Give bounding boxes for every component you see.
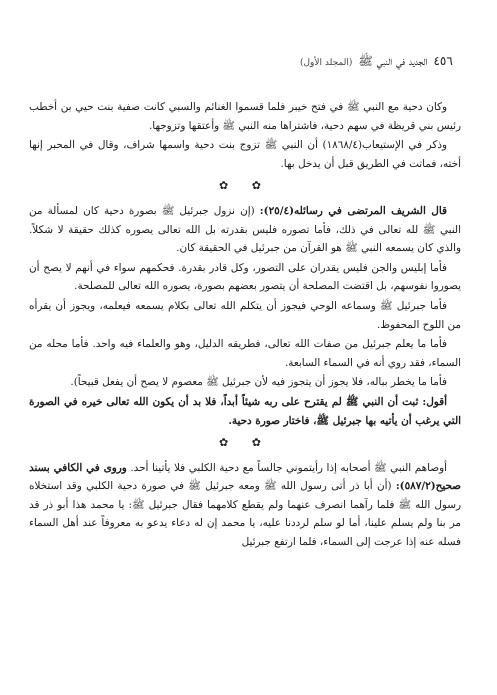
book-title: الجديد في النبي ﷺ (358, 54, 428, 68)
paragraph: وكان دحية مع النبي ﷺ في فتح خيبر فلما قسموا الغنائم والسبي كانت صفية بنت حيي بن أخطب رئيس بني قريظة في سهم دحية، فاشتراها منه النبي ﷺ وأعتقها وتزوجها. (29, 101, 461, 132)
quote-text: (إن نزول جبرئيل ﷺ بصورة دحية كان لمسألة من النبي ﷺ لله تعالى في ذلك، فأما تصوره فليس بقدرته بل الله تعالى يصوره كذلك حقيقة لا شكلاً. والذي كان يسمعه النبي ﷺ هو القرآن من جبرئيل في الحقيقة كان. (29, 204, 461, 255)
paragraph: وذكر في الإستيعاب(١٨٦٨/٤) أن النبي ﷺ تزوج بنت دحية واسمها شراف، وقال في المحبر إنها أخته، فماتت في الطريق قبل أن يدخل بها. (29, 139, 461, 170)
section-divider: ✿ ✿ (219, 436, 271, 450)
paragraph: فأما ما يخطر بباله، فلا يجوز أن يتجوز فيه لأن جبرئيل ﷺ معصوم لا يصح أن يفعل قبيحاً). (70, 376, 447, 389)
section-divider: ✿ ✿ (219, 179, 271, 193)
paragraph-author-comment: أقول: ثبت أن النبي ﷺ لم يقترح على ربه شيئاً أبداً، فلا بد أن يكون الله تعالى خيره في الصورة التي يرغب أن يأتيه بها جبرئيل ﷺ، فاختار صورة دحية. (29, 395, 461, 427)
quote-attribution: قال الشريف المرتضى في رسائله(٢٥/٤): (259, 204, 447, 217)
paragraph: فأما جبرئيل ﷺ وسماعه الوحي فيجوز أن يتكلم الله تعالى بكلام يسمعه فيعلمه، ويجوز أن يقرأه من اللوح المحفوظ. (29, 299, 461, 331)
paragraph-narration (29, 459, 461, 552)
paragraph: فأما ما يعلم جبرئيل من صفات الله تعالى، فطريقه الدليل، وهو والعلماء فيه واحد. فأما محله من السماء، فقد روي أنه في السماء السابعة. (29, 338, 461, 369)
page-body (29, 98, 461, 553)
narration-intro: أوصاهم النبي ﷺ أصحابه إذا رأيتموني جالساً مع دحية الكلبي فلا يأتينا أحد. (130, 461, 447, 474)
volume-label: (المجلد الأول) (300, 58, 353, 68)
paragraph: فأما إبليس والجن فليس يقدران على التصور، وكل قادر بقدرة. فحكمهم سواء في أنهم لا يصح أن يصوروا نفوسهم، بل اقتضت المصلحة أن يتصور بعضهم بصورة، يصوره الله تعالى للمصلحة. (29, 261, 461, 293)
running-header (300, 54, 459, 71)
paragraph-quote-lead (29, 202, 461, 258)
narration-source: وروى في الكافي بسند صحيح(٥٨٧/٢): (29, 461, 461, 493)
page-number: ٤٥٦ (433, 54, 453, 68)
narration-text: (أن أبا ذر أتى رسول الله ﷺ ومعه جبرئيل ﷺ في صورة دحية الكلبي وقد استخلاه رسول الله ﷺ فلما رآهما انصرف عنهما ولم يقطع كلامهما فقال جبرئيل ﷺ: يا محمد هذا أبو ذر قد مر بنا ولم يسلم علينا، أما لو سلم لرددنا عليه، يا محمد إن له دعاء يدعو به معروفاً عند أهل السماء فسله عنه إذا عرجت إلى السماء، فلما ارتفع جبرئيل (29, 480, 461, 549)
